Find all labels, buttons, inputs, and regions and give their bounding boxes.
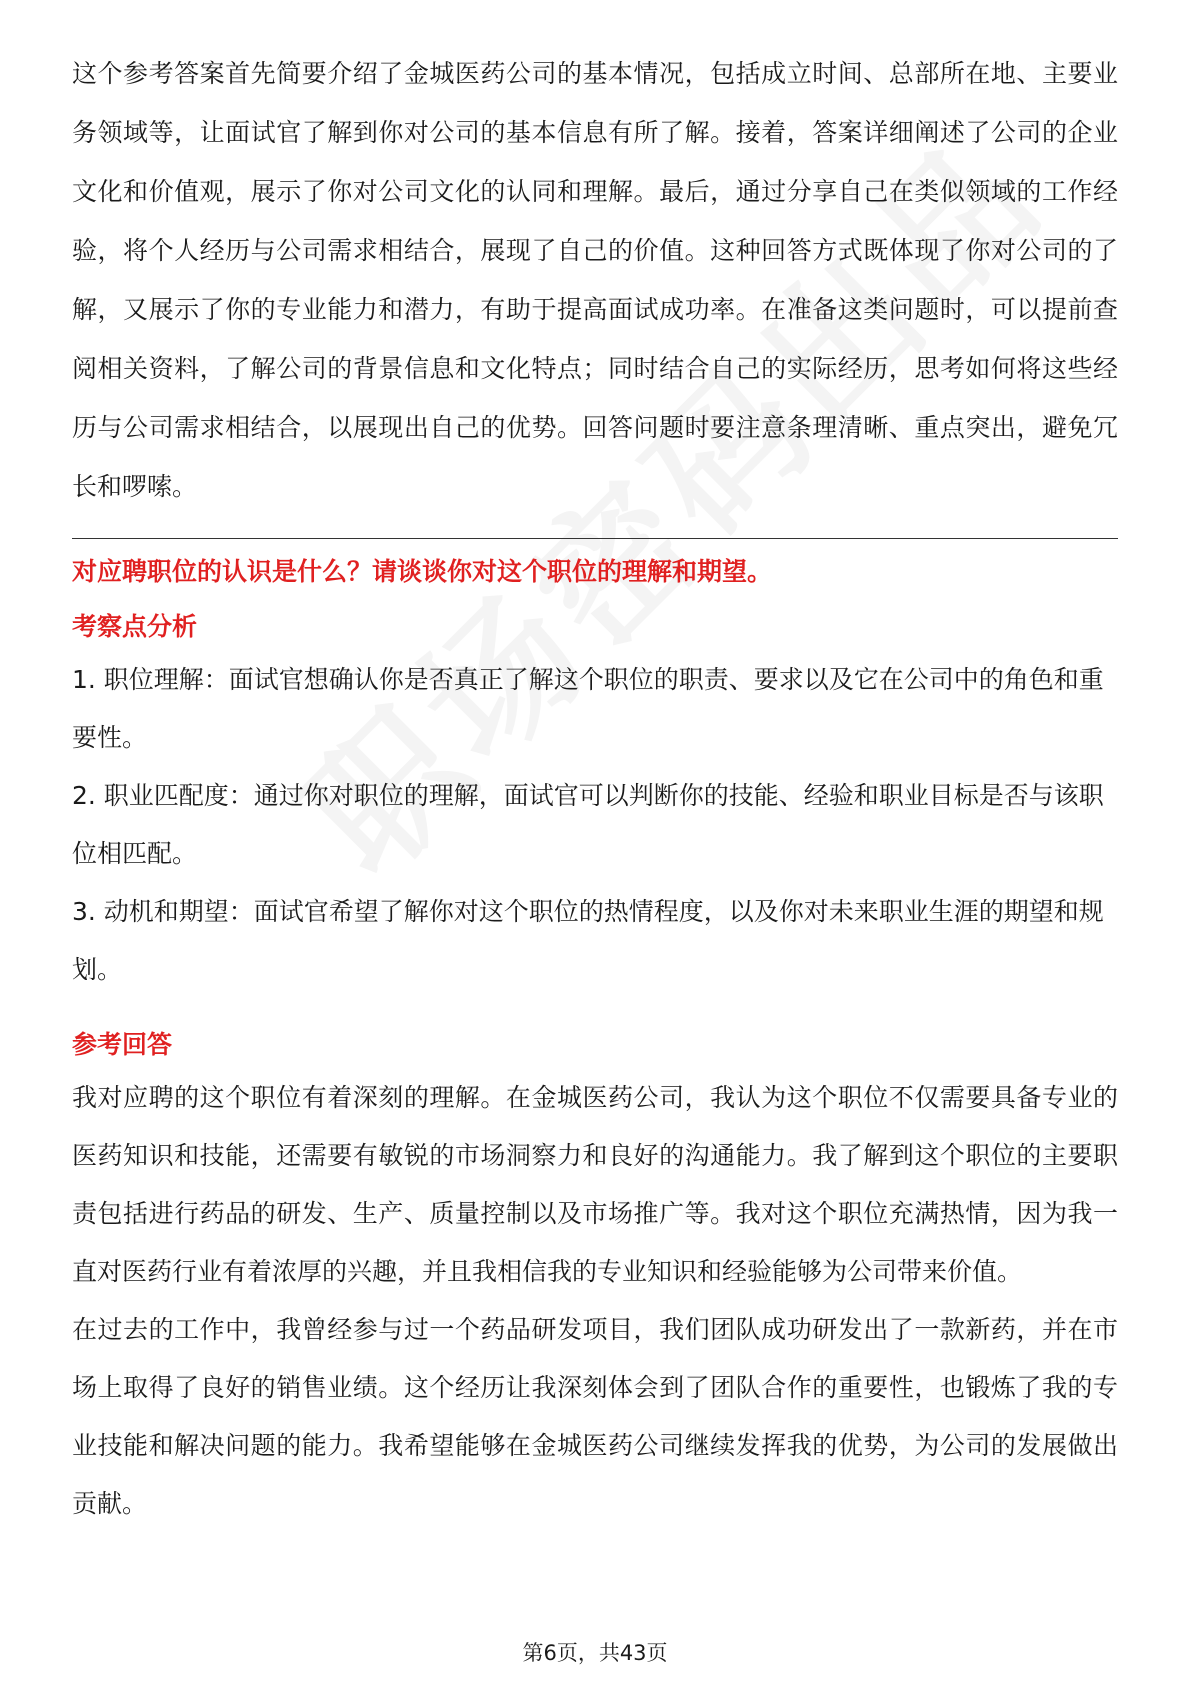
analysis-heading: 考察点分析: [72, 612, 198, 641]
section-divider: [72, 538, 1118, 539]
page-footer: 第6页，共43页: [522, 1641, 668, 1665]
question-heading: 对应聘职位的认识是什么？请谈谈你对这个职位的理解和期望。: [72, 557, 773, 586]
intro-paragraph: 这个参考答案首先简要介绍了金城医药公司的基本情况，包括成立时间、总部所在地、主要业务领域等，让面试官了解到你对公司的基本信息有所了解。接着，答案详细阐述了公司的企业文化和价值观，展示了你对公司文化的认同和理解。最后，通过分享自己在类似领域的工作经验，将个人经历与公司需求相结合，展现了自己的价值。这种回答方式既体现了你对公司的了解，又展示了你的专业能力和潜力，有助于提高面试成功率。在准备这类问题时，可以提前查阅相关资料，了解公司的背景信息和文化特点；同时结合自己的实际经历，思考如何将这些经历与公司需求相结合，以展现出自己的优势。回答问题时要注意条理清晰、重点突出，避免冗长和啰嗦。: [72, 59, 1118, 501]
document-body: [72, 44, 1118, 1533]
reference-paragraph: 在过去的工作中，我曾经参与过一个药品研发项目，我们团队成功研发出了一款新药，并在市场上取得了良好的销售业绩。这个经历让我深刻体会到了团队合作的重要性，也锻炼了我的专业技能和解决问题的能力。我希望能够在金城医药公司继续发挥我的优势，为公司的发展做出贡献。: [72, 1315, 1118, 1518]
analysis-item: 3. 动机和期望：面试官希望了解你对这个职位的热情程度，以及你对未来职业生涯的期望和规划。: [72, 897, 1104, 984]
analysis-item: 2. 职业匹配度：通过你对职位的理解，面试官可以判断你的技能、经验和职业目标是否与该职位相匹配。: [72, 781, 1104, 868]
analysis-item: 1. 职位理解：面试官想确认你是否真正了解这个职位的职责、要求以及它在公司中的角色和重要性。: [72, 665, 1104, 752]
reference-heading: 参考回答: [72, 1030, 173, 1059]
reference-paragraph: 我对应聘的这个职位有着深刻的理解。在金城医药公司，我认为这个职位不仅需要具备专业的医药知识和技能，还需要有敏锐的市场洞察力和良好的沟通能力。我了解到这个职位的主要职责包括进行药品的研发、生产、质量控制以及市场推广等。我对这个职位充满热情，因为我一直对医药行业有着浓厚的兴趣，并且我相信我的专业知识和经验能够为公司带来价值。: [72, 1083, 1118, 1286]
